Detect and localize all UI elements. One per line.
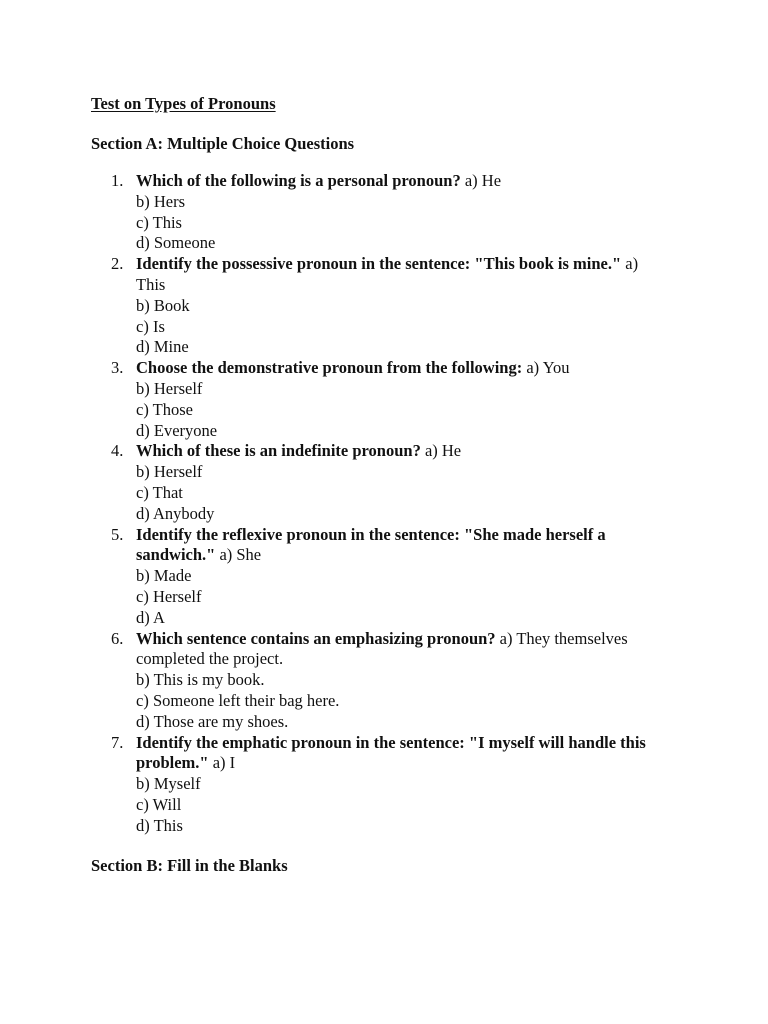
option-c: c) Will [136,794,182,814]
option-c: c) Those [136,399,193,419]
question-item [91,254,671,358]
question-number: 1. [111,171,124,190]
option-a: a) I [208,753,236,773]
question-number: 5. [111,524,124,544]
option-d: d) A [136,607,165,627]
option-c: c) Someone left their bag here. [136,690,340,710]
question-number: 3. [111,358,124,378]
question-prompt: Identify the reflexive pronoun in the sentence: "She made herself a sandwich." [136,524,606,565]
option-d: d) Mine [136,337,189,357]
question-prompt: Which sentence contains an emphasizing pronoun? [136,628,496,648]
option-b: b) Made [136,566,192,586]
question-number: 6. [111,628,124,648]
option-c: c) Is [136,316,165,336]
section-a-heading: Section A: Multiple Choice Questions [91,134,355,153]
option-a: a) This [136,254,639,294]
question-text [136,358,671,379]
option-a: a) He [420,441,462,461]
question-text [136,441,671,462]
option-a: a) You [522,358,570,378]
option-d: d) Everyone [136,420,218,440]
document-title: Test on Types of Pronouns [91,94,276,113]
question-prompt: Identify the possessive pronoun in the sentence: "This book is mine." [136,254,622,274]
option-d: d) Someone [136,233,216,253]
question-text [136,254,671,296]
question-item [91,525,671,629]
question-number: 2. [111,254,124,274]
question-prompt: Choose the demonstrative pronoun from the following: [136,358,523,378]
option-b: b) Book [136,295,190,315]
question-text [136,629,671,671]
question-text [136,525,671,567]
option-a: a) He [460,171,502,190]
question-number: 7. [111,732,124,752]
option-a: a) She [215,545,262,565]
option-b: b) Herself [136,462,203,482]
option-d: d) Those are my shoes. [136,711,289,731]
option-d: d) This [136,815,183,835]
question-item [91,733,671,837]
option-b: b) This is my book. [136,670,265,690]
question-item [91,629,671,733]
question-prompt: Identify the emphatic pronoun in the sentence: "I myself will handle this problem." [136,732,646,773]
option-c: c) This [136,212,182,232]
question-list [91,171,671,837]
section-b-heading: Section B: Fill in the Blanks [91,856,288,875]
question-item [91,171,671,254]
question-text [136,733,671,775]
option-b: b) Herself [136,378,203,398]
option-a: a) They themselves completed the project. [136,628,628,669]
question-text [136,171,671,192]
option-c: c) Herself [136,586,202,606]
option-b: b) Myself [136,774,201,794]
question-prompt: Which of the following is a personal pronoun? [136,171,461,190]
question-number: 4. [111,441,124,461]
option-d: d) Anybody [136,503,215,523]
option-b: b) Hers [136,191,186,211]
option-c: c) That [136,482,183,502]
question-item [91,441,671,524]
question-prompt: Which of these is an indefinite pronoun? [136,441,421,461]
question-item [91,358,671,441]
